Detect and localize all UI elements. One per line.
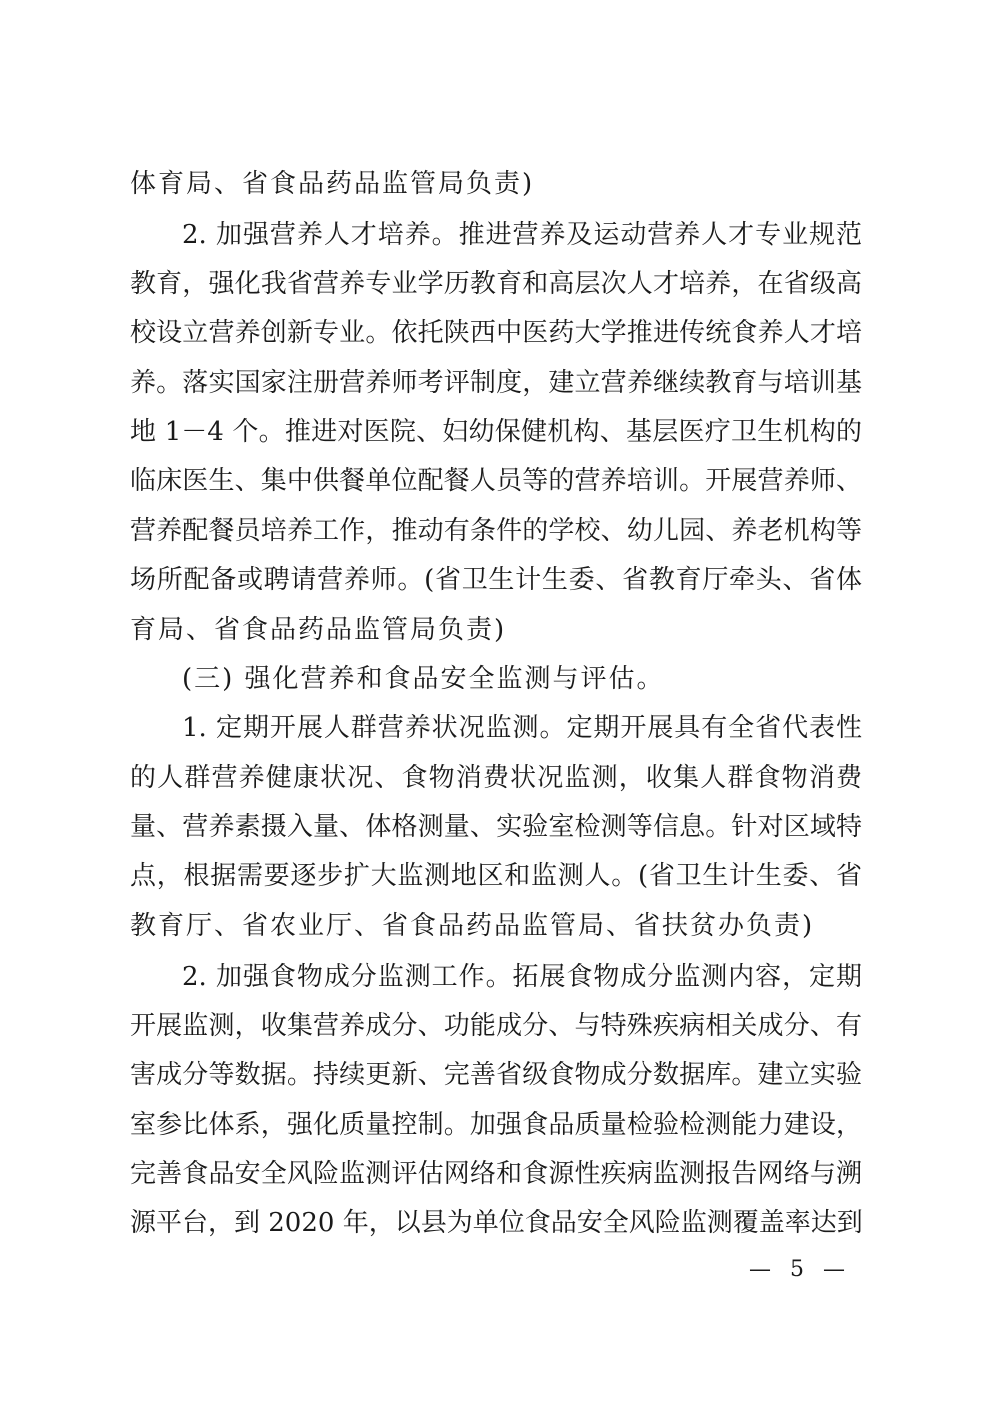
text-line: 完善食品安全风险监测评估网络和食源性疾病监测报告网络与溯 — [130, 1159, 862, 1189]
text-line: 点，根据需要逐步扩大监测地区和监测人。(省卫生计生委、省 — [130, 861, 862, 891]
text-line: 源平台，到 2020 年，以县为单位食品安全风险监测覆盖率达到 — [130, 1208, 863, 1238]
text-line: 教育厅、省农业厅、省食品药品监管局、省扶贫办负责) — [130, 911, 815, 941]
page-number: — 5 — — [749, 1257, 851, 1282]
text-line: 体育局、省食品药品监管局负责) — [130, 169, 535, 199]
text-line: 教育，强化我省营养专业学历教育和高层次人才培养，在省级高 — [130, 269, 862, 299]
text-line: 2. 加强食物成分监测工作。拓展食物成分监测内容，定期 — [182, 962, 862, 992]
text-line: 量、营养素摄入量、体格测量、实验室检测等信息。针对区域特 — [130, 812, 862, 842]
text-line: 临床医生、集中供餐单位配餐人员等的营养培训。开展营养师、 — [130, 466, 862, 496]
text-line: 地 1－4 个。推进对医院、妇幼保健机构、基层医疗卫生机构的 — [130, 417, 862, 447]
section-heading: (三) 强化营养和食品安全监测与评估。 — [182, 664, 665, 694]
text-line: 养。落实国家注册营养师考评制度，建立营养继续教育与培训基 — [130, 368, 862, 398]
text-line: 害成分等数据。持续更新、完善省级食物成分数据库。建立实验 — [130, 1060, 862, 1090]
text-line: 育局、省食品药品监管局负责) — [130, 615, 507, 645]
text-line: 开展监测，收集营养成分、功能成分、与特殊疾病相关成分、有 — [130, 1011, 862, 1041]
text-line: 室参比体系，强化质量控制。加强食品质量检验检测能力建设， — [130, 1110, 862, 1140]
text-line: 场所配备或聘请营养师。(省卫生计生委、省教育厅牵头、省体 — [130, 565, 862, 595]
text-line: 2. 加强营养人才培养。推进营养及运动营养人才专业规范 — [182, 220, 862, 250]
text-line: 的人群营养健康状况、食物消费状况监测，收集人群食物消费 — [130, 763, 862, 793]
text-line: 1. 定期开展人群营养状况监测。定期开展具有全省代表性 — [182, 713, 862, 743]
text-line: 校设立营养创新专业。依托陕西中医药大学推进传统食养人才培 — [130, 318, 862, 348]
text-line: 营养配餐员培养工作，推动有条件的学校、幼儿园、养老机构等 — [130, 516, 862, 546]
